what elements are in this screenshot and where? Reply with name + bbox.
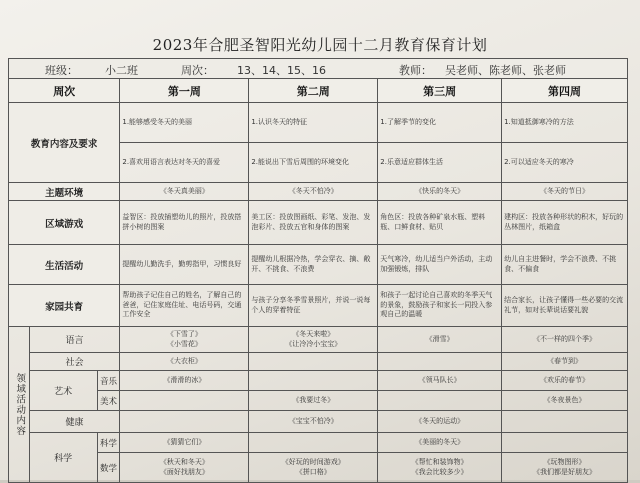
class-info-bar	[8, 58, 628, 79]
education-w2b: 2.能说出下雪后周围的环境变化	[249, 143, 378, 183]
math-w1	[120, 453, 249, 483]
art-label: 艺术	[29, 371, 97, 411]
language-w2a: 《冬天来啦》	[292, 330, 335, 339]
math-w4b: 《我们都是好朋友》	[533, 467, 597, 476]
math-label: 数学	[97, 453, 120, 483]
art-fine-row	[9, 391, 628, 411]
education-w1a: 1.能够感受冬天的美丽	[120, 103, 249, 143]
theme-w3: 《快乐的冬天》	[378, 183, 502, 201]
education-w4b: 2.可以适应冬天的寒冷	[502, 143, 628, 183]
sci-w3: 《美丽的冬天》	[378, 433, 502, 453]
math-row	[9, 453, 628, 483]
theme-w2: 《冬天不怕冷》	[249, 183, 378, 201]
header-week3: 第三周	[378, 79, 502, 103]
science-label: 科学	[29, 433, 97, 483]
theme-w1: 《冬天真美丽》	[120, 183, 249, 201]
math-w4a: 《玩物图形》	[543, 458, 586, 467]
social-w3	[378, 353, 502, 371]
math-w2b: 《拼口格》	[295, 467, 331, 476]
math-w3a: 《帮忙和装饰物》	[411, 458, 468, 467]
health-label: 健康	[29, 411, 120, 433]
math-w2	[249, 453, 378, 483]
math-w3b: 《我会比较多少》	[411, 467, 468, 476]
health-row	[9, 411, 628, 433]
week-label: 周次：	[181, 64, 214, 77]
theme-row	[9, 183, 628, 201]
home-w2: 与孩子分享冬季雪景照片，并说一说每个人的穿着特征	[249, 285, 378, 327]
domains-label: 领域活动内容	[9, 327, 30, 483]
life-w1: 提醒幼儿勤洗手，勤剪指甲，习惯良好	[120, 245, 249, 285]
education-w2a: 1.认识冬天的特征	[249, 103, 378, 143]
sci-label: 科学	[97, 433, 120, 453]
fine-w3	[378, 391, 502, 411]
social-w2	[249, 353, 378, 371]
page-title: 2023年合肥圣智阳光幼儿园十二月教育保育计划	[152, 36, 488, 54]
sci-w1: 《猜猜它们》	[120, 433, 249, 453]
header-week4: 第四周	[502, 79, 628, 103]
math-w1a: 《秋天和冬天》	[159, 458, 209, 467]
area-row	[9, 201, 628, 245]
area-w3: 角色区：投放各种矿泉水瓶、塑料瓶、口鲜食材、贴贝	[378, 201, 502, 245]
math-w4	[502, 453, 628, 483]
music-w2	[249, 371, 378, 391]
area-w1: 益智区：投放插塑幼儿的照片，投放搭拼小树的图案	[120, 201, 249, 245]
language-w2b: 《让冷冷小宝宝》	[285, 339, 342, 348]
education-w1b: 2.喜欢用语言表达对冬天的喜爱	[120, 143, 249, 183]
theme-w4: 《冬天的节日》	[502, 183, 628, 201]
language-w1	[120, 327, 249, 353]
language-w4: 《不一样的四个季》	[502, 327, 628, 353]
science-row	[9, 433, 628, 453]
language-w1a: 《下雪了》	[166, 330, 202, 339]
home-w3: 和孩子一起讨论自己喜欢的冬季天气的景象，鼓励孩子和家长一同投入参观自己的温暖	[378, 285, 502, 327]
music-w1: 《滑滑的冰》	[120, 371, 249, 391]
health-w1	[120, 411, 249, 433]
art-music-row	[9, 371, 628, 391]
home-w1: 帮助孩子记住自己的姓名，了解自己的爸爸，记住家庭住址、电话号码，交通工作安全	[120, 285, 249, 327]
language-w3: 《滑雪》	[378, 327, 502, 353]
math-w3	[378, 453, 502, 483]
fine-w2: 《我要过冬》	[249, 391, 378, 411]
music-w3: 《领马队长》	[378, 371, 502, 391]
fine-w4: 《冬夜景色》	[502, 391, 628, 411]
teacher-label: 教师：	[399, 64, 432, 77]
education-row-a	[9, 103, 628, 143]
home-row	[9, 285, 628, 327]
header-week2: 第二周	[249, 79, 378, 103]
class-label: 班级：	[45, 64, 78, 77]
header-week1: 第一周	[120, 79, 249, 103]
week-value: 13、14、15、16	[237, 64, 326, 77]
language-w1b: 《小雪花》	[166, 339, 202, 348]
fine-w1	[120, 391, 249, 411]
music-label: 音乐	[97, 371, 120, 391]
health-w3: 《冬天的运动》	[378, 411, 502, 433]
life-row	[9, 245, 628, 285]
social-w4: 《春节到》	[502, 353, 628, 371]
math-w2a: 《好玩的时间游戏》	[281, 458, 345, 467]
header-week: 周次	[9, 79, 120, 103]
teacher-value: 吴老师、陈老师、张老师	[445, 64, 566, 77]
life-w3: 天气寒冷，幼儿适当户外活动，主动加强锻炼，排队	[378, 245, 502, 285]
area-w2: 美工区：投放图画纸、彩笔、发泡、发泡彩片、投放五官和身体的图案	[249, 201, 378, 245]
home-label: 家园共育	[9, 285, 120, 327]
language-w2	[249, 327, 378, 353]
math-w1b: 《面好找朋友》	[159, 467, 209, 476]
health-w2: 《宝宝不怕冷》	[249, 411, 378, 433]
health-w4	[502, 411, 628, 433]
social-w1: 《大衣柜》	[120, 353, 249, 371]
life-w4: 幼儿自主进餐时，学会不浪费、不挑食、不偏食	[502, 245, 628, 285]
education-w4a: 1.知道抵御寒冷的方法	[502, 103, 628, 143]
language-label: 语言	[29, 327, 120, 353]
sci-w4	[502, 433, 628, 453]
area-w4: 建构区：投放各种形状的积木，好玩的丛林图片，纸箱盒	[502, 201, 628, 245]
life-w2: 提醒幼儿根据冷热，学会穿衣、摘、敞开、不挑食、不浪费	[249, 245, 378, 285]
home-w4: 结合家长，让孩子懂得一些必要的交流礼节，如对长辈说话要礼貌	[502, 285, 628, 327]
language-row	[9, 327, 628, 353]
header-row	[9, 79, 628, 103]
sci-w2	[249, 433, 378, 453]
social-label: 社会	[29, 353, 120, 371]
fine-art-label: 美术	[97, 391, 120, 411]
theme-label: 主题环境	[9, 183, 120, 201]
education-w3a: 1.了解季节的变化	[378, 103, 502, 143]
education-label: 教育内容及要求	[9, 103, 120, 183]
class-value: 小二班	[105, 64, 138, 77]
life-label: 生活活动	[9, 245, 120, 285]
music-w4: 《欢乐的春节》	[502, 371, 628, 391]
plan-table	[8, 78, 628, 483]
area-label: 区域游戏	[9, 201, 120, 245]
social-row	[9, 353, 628, 371]
education-w3b: 2.乐意适应群体生活	[378, 143, 502, 183]
